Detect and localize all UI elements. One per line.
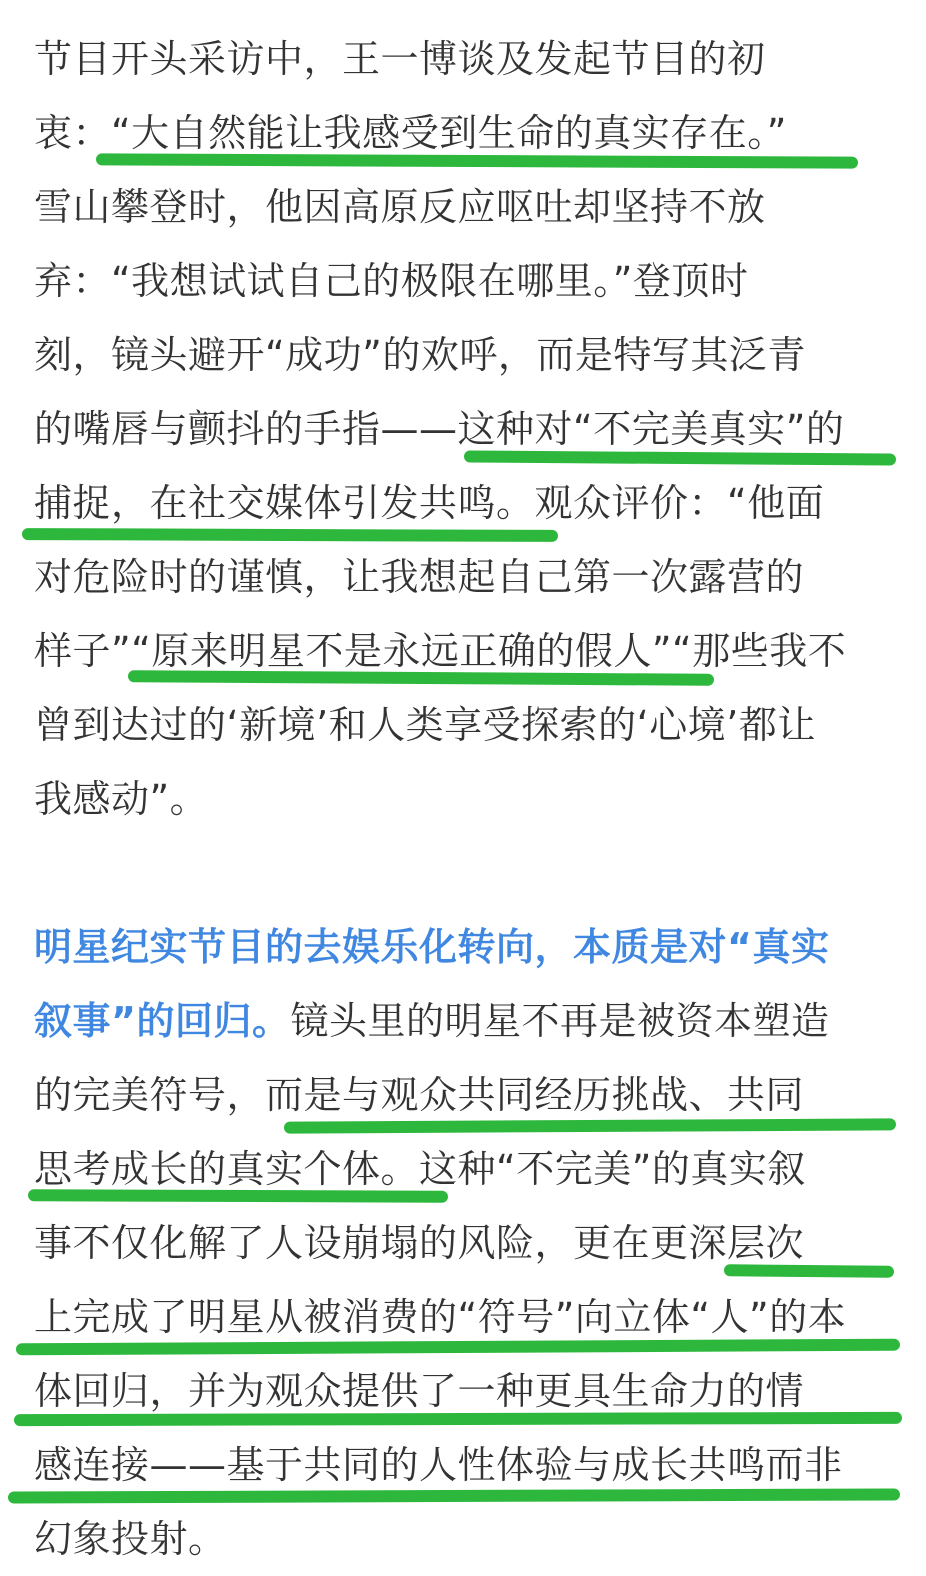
- paragraph1-line-1: 节目开头采访中，王一博谈及发起节目的初: [34, 37, 766, 81]
- paragraph1-line-3: 雪山攀登时，他因高原反应呕吐却坚持不放: [34, 185, 766, 229]
- paragraph2-line-9: 幻象投射。: [34, 1517, 227, 1561]
- paragraph1-line-10: 曾到达过的‘新境’和人类享受探索的‘心境’都让: [34, 703, 816, 747]
- paragraph2-line-2: [34, 984, 896, 1058]
- paragraph1-line-4: 弃：“我想试试自己的极限在哪里。”登顶时: [34, 259, 749, 303]
- paragraph1-line-6: 的嘴唇与颤抖的手指——这种对“不完美真实”的: [34, 407, 845, 451]
- paragraph1-line-2: 衷：“大自然能让我感受到生命的真实存在。”: [34, 111, 787, 155]
- paragraph2-line-1: 明星纪实节目的去娱乐化转向，本质是对“真实: [34, 925, 830, 969]
- paragraph2-line-6: 上完成了明星从被消费的“符号”向立体“人”的本: [34, 1295, 847, 1339]
- paragraph1-line-5: 刻，镜头避开“成功”的欢呼，而是特写其泛青: [34, 333, 806, 377]
- paragraph1-line-11: 我感动”。: [34, 777, 209, 821]
- paragraph2-line-8: 感连接——基于共同的人性体验与成长共鸣而非: [34, 1443, 843, 1487]
- paragraph2-line-5: 事不仅化解了人设崩塌的风险，更在更深层次: [34, 1221, 805, 1265]
- paragraph2-line-4: 思考成长的真实个体。这种“不完美”的真实叙: [34, 1147, 806, 1191]
- paragraph2-line-7: 体回归，并为观众提供了一种更具生命力的情: [34, 1369, 805, 1413]
- paragraph2-line-2-emphasis: 叙事”的回归。: [34, 999, 291, 1043]
- paragraph1-line-9: 样子”“原来明星不是永远正确的假人”“那些我不: [34, 629, 847, 673]
- paragraph1-line-8: 对危险时的谨慎，让我想起自己第一次露营的: [34, 555, 805, 599]
- paragraph2-line-2-rest: 镜头里的明星不再是被资本塑造: [290, 999, 830, 1043]
- paragraph1-line-7: 捕捉，在社交媒体引发共鸣。观众评价：“他面: [34, 481, 825, 525]
- paragraph2-line-3: 的完美符号，而是与观众共同经历挑战、共同: [34, 1073, 805, 1117]
